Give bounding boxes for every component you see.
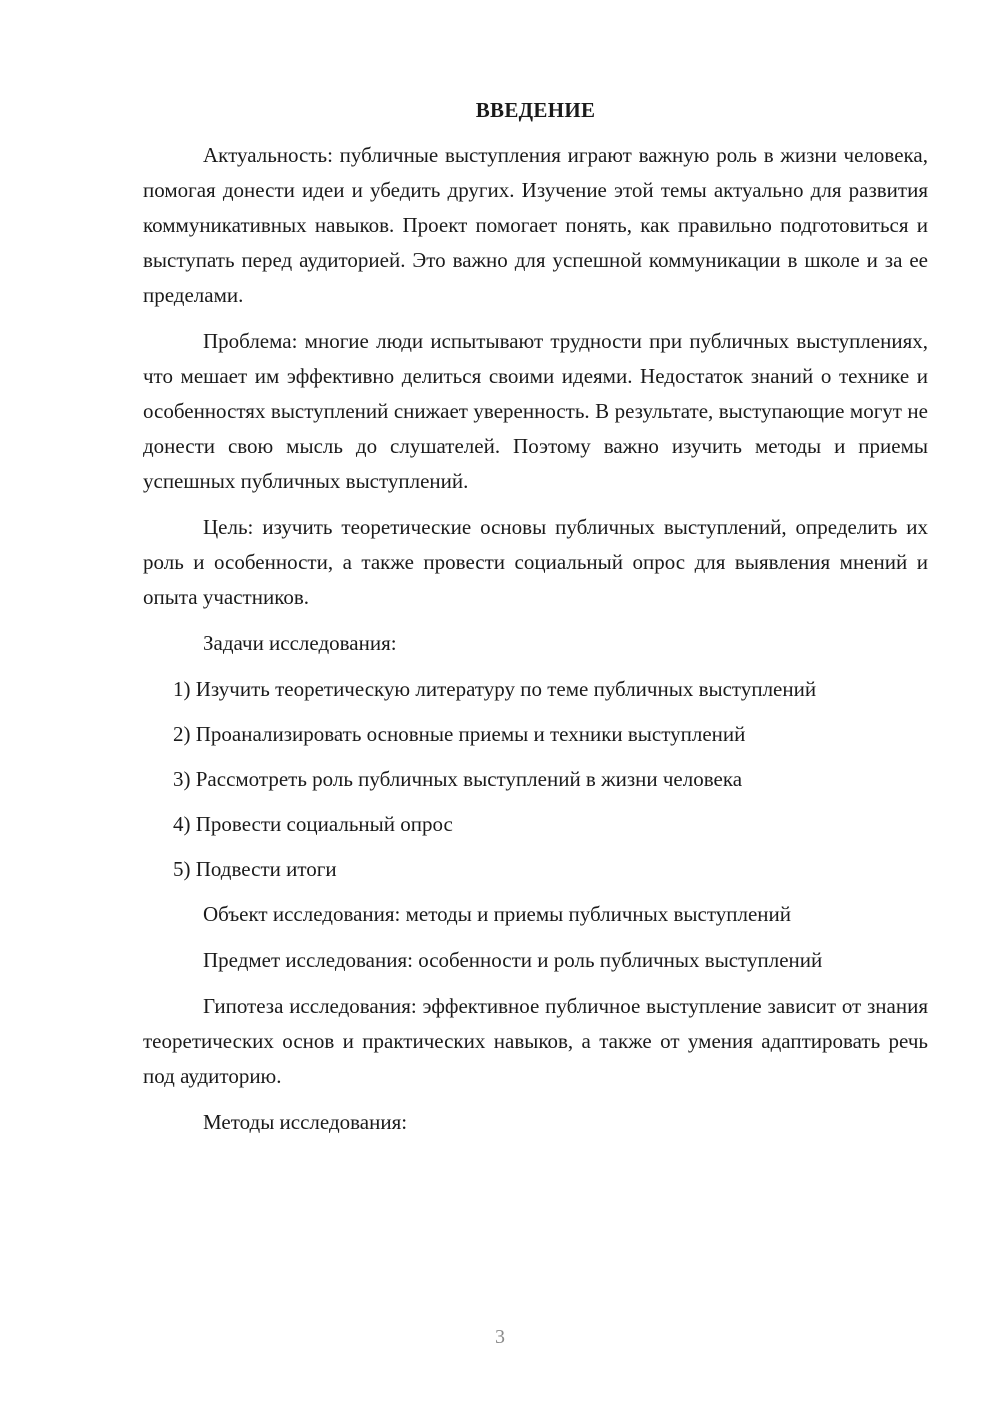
document-page — [143, 93, 928, 1151]
task-item: 4) Провести социальный опрос — [173, 812, 453, 836]
relevance-paragraph: Актуальность: публичные выступления играют важную роль в жизни человека, помогая донести идеи и убедить других. Изучение этой темы актуально для развития коммуникативных навыков. Проект помогает понять, как правильно подготовиться и выступать перед аудиторией. Это важно для успешной коммуникации в школе и за ее пределами. — [143, 143, 928, 307]
task-item: 5) Подвести итоги — [173, 857, 337, 881]
task-item: 3) Рассмотреть роль публичных выступлений в жизни человека — [173, 767, 743, 791]
page-number: 3 — [495, 1326, 505, 1348]
methods-heading: Методы исследования: — [203, 1110, 408, 1134]
hypothesis-paragraph: Гипотеза исследования: эффективное публичное выступление зависит от знания теоретических основ и практических навыков, а также от умения адаптировать речь под аудиторию. — [143, 994, 928, 1088]
problem-paragraph: Проблема: многие люди испытывают трудности при публичных выступлениях, что мешает им эффективно делиться своими идеями. Недостаток знаний о технике и особенностях выступлений снижает уверенность. В результате, выступающие могут не донести свою мысль до слушателей. Поэтому важно изучить методы и приемы успешных публичных выступлений. — [143, 329, 928, 493]
section-title: ВВЕДЕНИЕ — [475, 98, 596, 122]
tasks-heading: Задачи исследования: — [203, 631, 397, 655]
goal-paragraph: Цель: изучить теоретические основы публичных выступлений, определить их роль и особенности, а также провести социальный опрос для выявления мнений и опыта участников. — [143, 515, 928, 609]
task-item: 2) Проанализировать основные приемы и техники выступлений — [173, 722, 746, 746]
subject-paragraph: Предмет исследования: особенности и роль публичных выступлений — [203, 948, 823, 972]
task-item: 1) Изучить теоретическую литературу по теме публичных выступлений — [173, 677, 817, 701]
object-paragraph: Объект исследования: методы и приемы публичных выступлений — [203, 902, 792, 926]
